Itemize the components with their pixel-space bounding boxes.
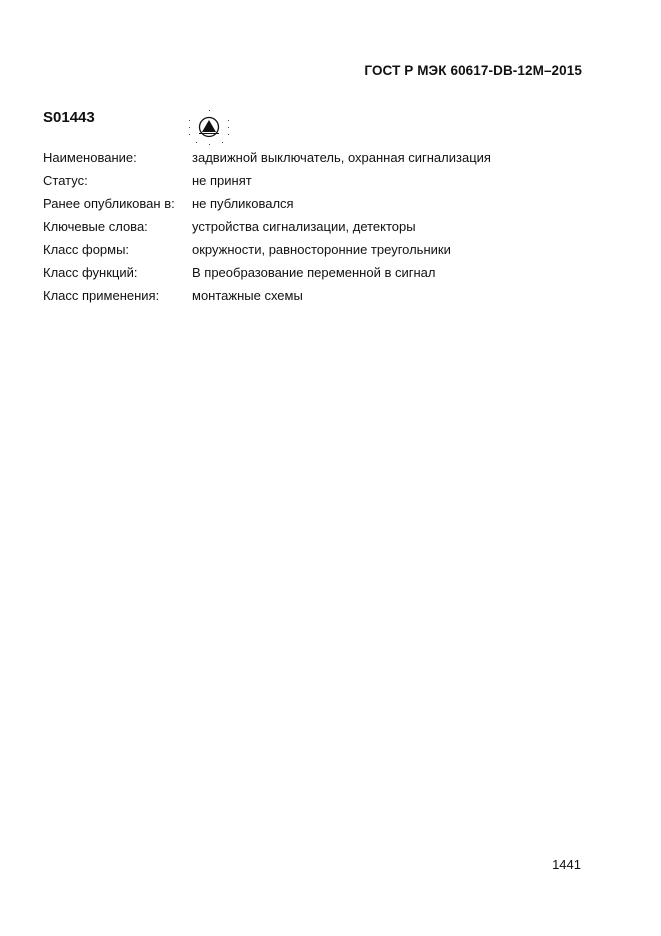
property-value: не публиковался [192,196,294,211]
symbol-properties [43,149,583,310]
property-row-keywords [43,218,583,241]
property-value: не принят [192,173,252,188]
property-row-function-class [43,264,583,287]
property-row-name [43,149,583,172]
property-row-status [43,172,583,195]
circle-with-filled-triangle-icon [188,109,232,147]
property-value: монтажные схемы [192,288,303,303]
property-label: Класс применения: [43,288,160,303]
page-number: 1441 [552,857,581,872]
property-label: Класс функций: [43,265,138,280]
property-value: устройства сигнализации, детекторы [192,219,416,234]
property-row-published [43,195,583,218]
property-value: задвижной выключатель, охранная сигнализация [192,150,491,165]
symbol-id: S01443 [43,109,95,126]
property-value: В преобразование переменной в сигнал [192,265,436,280]
property-label: Ранее опубликован в: [43,196,175,211]
document-code: ГОСТ Р МЭК 60617-DB-12M–2015 [364,63,582,78]
property-label: Наименование: [43,150,137,165]
property-label: Класс формы: [43,242,130,257]
property-value: окружности, равносторонние треугольники [192,242,451,257]
property-label: Статус: [43,173,88,188]
property-label: Ключевые слова: [43,219,148,234]
property-row-shape-class [43,241,583,264]
property-row-application-class [43,287,583,310]
